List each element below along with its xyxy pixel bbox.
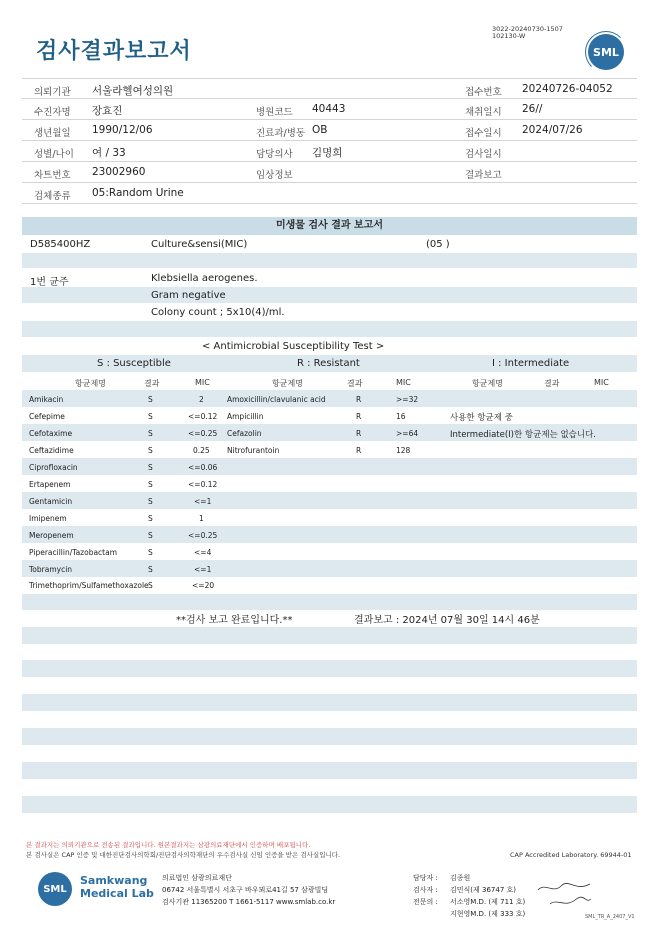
antibiotic-mic: 0.25 bbox=[193, 446, 210, 455]
info-divider bbox=[22, 78, 637, 79]
col-mic-header: MIC bbox=[396, 378, 411, 387]
sex-age-label: 성별/나이 bbox=[34, 149, 74, 160]
collect-value: 26// bbox=[522, 103, 543, 115]
test-count: (05 ) bbox=[426, 239, 450, 250]
antibiotic-result: R bbox=[356, 395, 362, 404]
row-band bbox=[22, 694, 637, 711]
row-band bbox=[22, 627, 637, 644]
antibiotic-result: S bbox=[148, 548, 153, 557]
sex-age-value: 여 / 33 bbox=[92, 147, 126, 159]
receipt-no-label: 접수번호 bbox=[465, 87, 502, 98]
sml-logo: SML bbox=[588, 34, 624, 70]
row-band bbox=[22, 594, 637, 610]
col-mic-header: MIC bbox=[195, 378, 210, 387]
intermediate-note: Intermediate(I)한 항균제는 없습니다. bbox=[450, 430, 596, 440]
legend-susceptible: S : Susceptible bbox=[97, 358, 171, 369]
specimen-value: 05:Random Urine bbox=[92, 187, 184, 199]
antibiotic-name: Ciprofloxacin bbox=[29, 463, 78, 472]
row-band bbox=[22, 728, 637, 745]
legend-resistant: R : Resistant bbox=[297, 358, 360, 369]
antibiotic-result: S bbox=[148, 429, 153, 438]
antibiotic-result: R bbox=[356, 429, 362, 438]
report-complete: **검사 보고 완료입니다.** bbox=[176, 615, 293, 626]
antibiotic-name: Meropenem bbox=[29, 531, 74, 540]
test-date-label: 검사일시 bbox=[465, 149, 502, 160]
staff-names: 김종원 김민식(제 36747 호) 서소영M.D. (제 711 호) 지현영M.D. (제 333 호) bbox=[450, 874, 526, 918]
antibiotic-mic: <=0.25 bbox=[188, 531, 218, 540]
colony-count: Colony count ; 5x10(4)/ml. bbox=[151, 307, 285, 318]
col-agent-header: 항균제명 bbox=[472, 379, 503, 388]
organism-name: Klebsiella aerogenes. bbox=[151, 273, 258, 284]
signature-image bbox=[535, 880, 595, 910]
info-divider bbox=[22, 140, 637, 141]
col-result-header: 결과 bbox=[347, 379, 363, 388]
antibiotic-mic: 128 bbox=[396, 446, 411, 455]
antibiotic-result: S bbox=[148, 581, 153, 590]
test-name: Culture&sensi(MIC) bbox=[151, 239, 248, 250]
antibiotic-mic: <=0.12 bbox=[188, 412, 218, 421]
row-band bbox=[22, 762, 637, 779]
col-agent-header: 항균제명 bbox=[272, 379, 303, 388]
antibiotic-name: Tobramycin bbox=[29, 565, 73, 574]
antibiotic-result: S bbox=[148, 514, 153, 523]
row-band bbox=[22, 526, 637, 543]
report-time: 결과보고 : 2024년 07월 30일 14시 46분 bbox=[354, 615, 540, 626]
row-band bbox=[22, 390, 637, 407]
row-band bbox=[22, 458, 637, 475]
antibiotic-name: Cefazolin bbox=[227, 429, 262, 438]
antibiotic-result: S bbox=[148, 446, 153, 455]
antibiotic-mic: <=0.12 bbox=[188, 480, 218, 489]
antibiotic-result: S bbox=[148, 480, 153, 489]
antibiotic-result: S bbox=[148, 395, 153, 404]
antibiotic-mic: <=4 bbox=[194, 548, 212, 557]
antibiotic-result: S bbox=[148, 531, 153, 540]
antibiotic-mic: <=20 bbox=[192, 581, 215, 590]
antibiotic-result: S bbox=[148, 463, 153, 472]
sml-logo: SML bbox=[38, 872, 72, 906]
antibiotic-mic: 2 bbox=[199, 395, 204, 404]
col-result-header: 결과 bbox=[544, 379, 560, 388]
brand-name: Samkwang Medical Lab bbox=[80, 874, 154, 900]
antibiotic-mic: >=32 bbox=[396, 395, 419, 404]
antibiotic-name: Piperacillin/Tazobactam bbox=[29, 548, 118, 557]
footer-cap-note: 본 검사실은 CAP 인증 및 대한진단검사의학회/진단검사의학재단의 우수검사실 신임 인증을 받은 검사실입니다. bbox=[26, 851, 341, 859]
row-band bbox=[22, 321, 637, 337]
dept-value: OB bbox=[312, 124, 328, 136]
doctor-label: 담당의사 bbox=[256, 149, 293, 160]
test-code: D585400HZ bbox=[30, 239, 91, 250]
row-band bbox=[22, 253, 637, 268]
intermediate-note: 사용한 항균제 중 bbox=[450, 413, 513, 423]
institution-label: 의뢰기관 bbox=[34, 87, 71, 98]
antibiotic-result: S bbox=[148, 565, 153, 574]
organism-label: 1번 균주 bbox=[30, 277, 69, 288]
report-label: 결과보고 bbox=[465, 170, 502, 181]
receipt-no-value: 20240726-04052 bbox=[522, 83, 613, 95]
receipt-date-label: 접수일시 bbox=[465, 128, 502, 139]
dept-label: 진료과/병동 bbox=[256, 128, 306, 139]
antibiotic-name: Ampicillin bbox=[227, 412, 264, 421]
col-mic-header: MIC bbox=[594, 378, 609, 387]
page-title: 검사결과보고서 bbox=[36, 39, 192, 64]
document-number: 3022-20240730-1507 102130-W bbox=[492, 25, 563, 40]
antibiotic-mic: 1 bbox=[199, 514, 204, 523]
antibiotic-name: Trimethoprim/Sulfamethoxazole bbox=[29, 581, 149, 590]
row-band bbox=[22, 796, 637, 813]
hospital-code-value: 40443 bbox=[312, 103, 346, 115]
col-agent-header: 항균제명 bbox=[75, 379, 106, 388]
gram-stain: Gram negative bbox=[151, 290, 226, 301]
name-label: 수진자명 bbox=[34, 107, 71, 118]
birth-value: 1990/12/06 bbox=[92, 124, 153, 136]
ast-title: < Antimicrobial Susceptibility Test > bbox=[202, 341, 385, 352]
antibiotic-name: Ceftazidime bbox=[29, 446, 74, 455]
info-divider bbox=[22, 182, 637, 183]
legend-intermediate: I : Intermediate bbox=[492, 358, 570, 369]
antibiotic-result: S bbox=[148, 497, 153, 506]
row-band bbox=[22, 492, 637, 509]
antibiotic-result: S bbox=[148, 412, 153, 421]
antibiotic-mic: 16 bbox=[396, 412, 406, 421]
receipt-date-value: 2024/07/26 bbox=[522, 124, 583, 136]
specimen-label: 검체종류 bbox=[34, 191, 71, 202]
institution-value: 서울라헬여성의원 bbox=[92, 85, 174, 97]
antibiotic-name: Cefepime bbox=[29, 412, 65, 421]
footer-disclaimer: 본 결과지는 의뢰기관으로 전송된 결과입니다. 원본결과지는 삼광의료재단에서 인증하며 배포됩니다. bbox=[26, 841, 311, 849]
antibiotic-mic: <=0.06 bbox=[188, 463, 218, 472]
antibiotic-mic: <=1 bbox=[194, 565, 212, 574]
antibiotic-mic: >=64 bbox=[396, 429, 419, 438]
name-value: 장효진 bbox=[92, 105, 123, 117]
antibiotic-name: Imipenem bbox=[29, 514, 67, 523]
antibiotic-result: R bbox=[356, 412, 362, 421]
section-title: 미생물 검사 결과 보고서 bbox=[22, 217, 637, 235]
row-band bbox=[22, 287, 637, 303]
antibiotic-mic: <=1 bbox=[194, 497, 212, 506]
antibiotic-name: Cefotaxime bbox=[29, 429, 73, 438]
antibiotic-name: Amoxicillin/clavulanic acid bbox=[227, 395, 326, 404]
antibiotic-name: Amikacin bbox=[29, 395, 64, 404]
collect-label: 채취일시 bbox=[465, 107, 502, 118]
form-code: SML_TR_A_2407_V1 bbox=[585, 914, 635, 920]
antibiotic-name: Nitrofurantoin bbox=[227, 446, 280, 455]
col-result-header: 결과 bbox=[144, 379, 160, 388]
birth-label: 생년월일 bbox=[34, 128, 71, 139]
info-divider bbox=[22, 98, 637, 99]
antibiotic-result: R bbox=[356, 446, 362, 455]
staff-labels: 담당자 : 검사자 : 전문의 : bbox=[413, 874, 438, 906]
row-band bbox=[22, 660, 637, 677]
antibiotic-name: Ertapenem bbox=[29, 480, 71, 489]
doctor-value: 김명희 bbox=[312, 147, 343, 159]
info-divider bbox=[22, 119, 637, 120]
org-address: 의료법인 삼광의료재단 06742 서울특별시 서초구 바우뫼로41길 57 삼광빌딩 검사기관 11365200 T 1661-5117 www.smlab.co.kr bbox=[162, 874, 336, 906]
chart-value: 23002960 bbox=[92, 166, 146, 178]
info-divider bbox=[22, 203, 637, 204]
info-divider bbox=[22, 161, 637, 162]
antibiotic-mic: <=0.25 bbox=[188, 429, 218, 438]
clinical-label: 임상정보 bbox=[256, 170, 293, 181]
hospital-code-label: 병원코드 bbox=[256, 107, 293, 118]
row-band bbox=[22, 560, 637, 577]
antibiotic-name: Gentamicin bbox=[29, 497, 73, 506]
footer-cap-accredited: CAP Accredited Laboratory. 69944-01 bbox=[510, 851, 632, 859]
chart-label: 차트번호 bbox=[34, 170, 71, 181]
